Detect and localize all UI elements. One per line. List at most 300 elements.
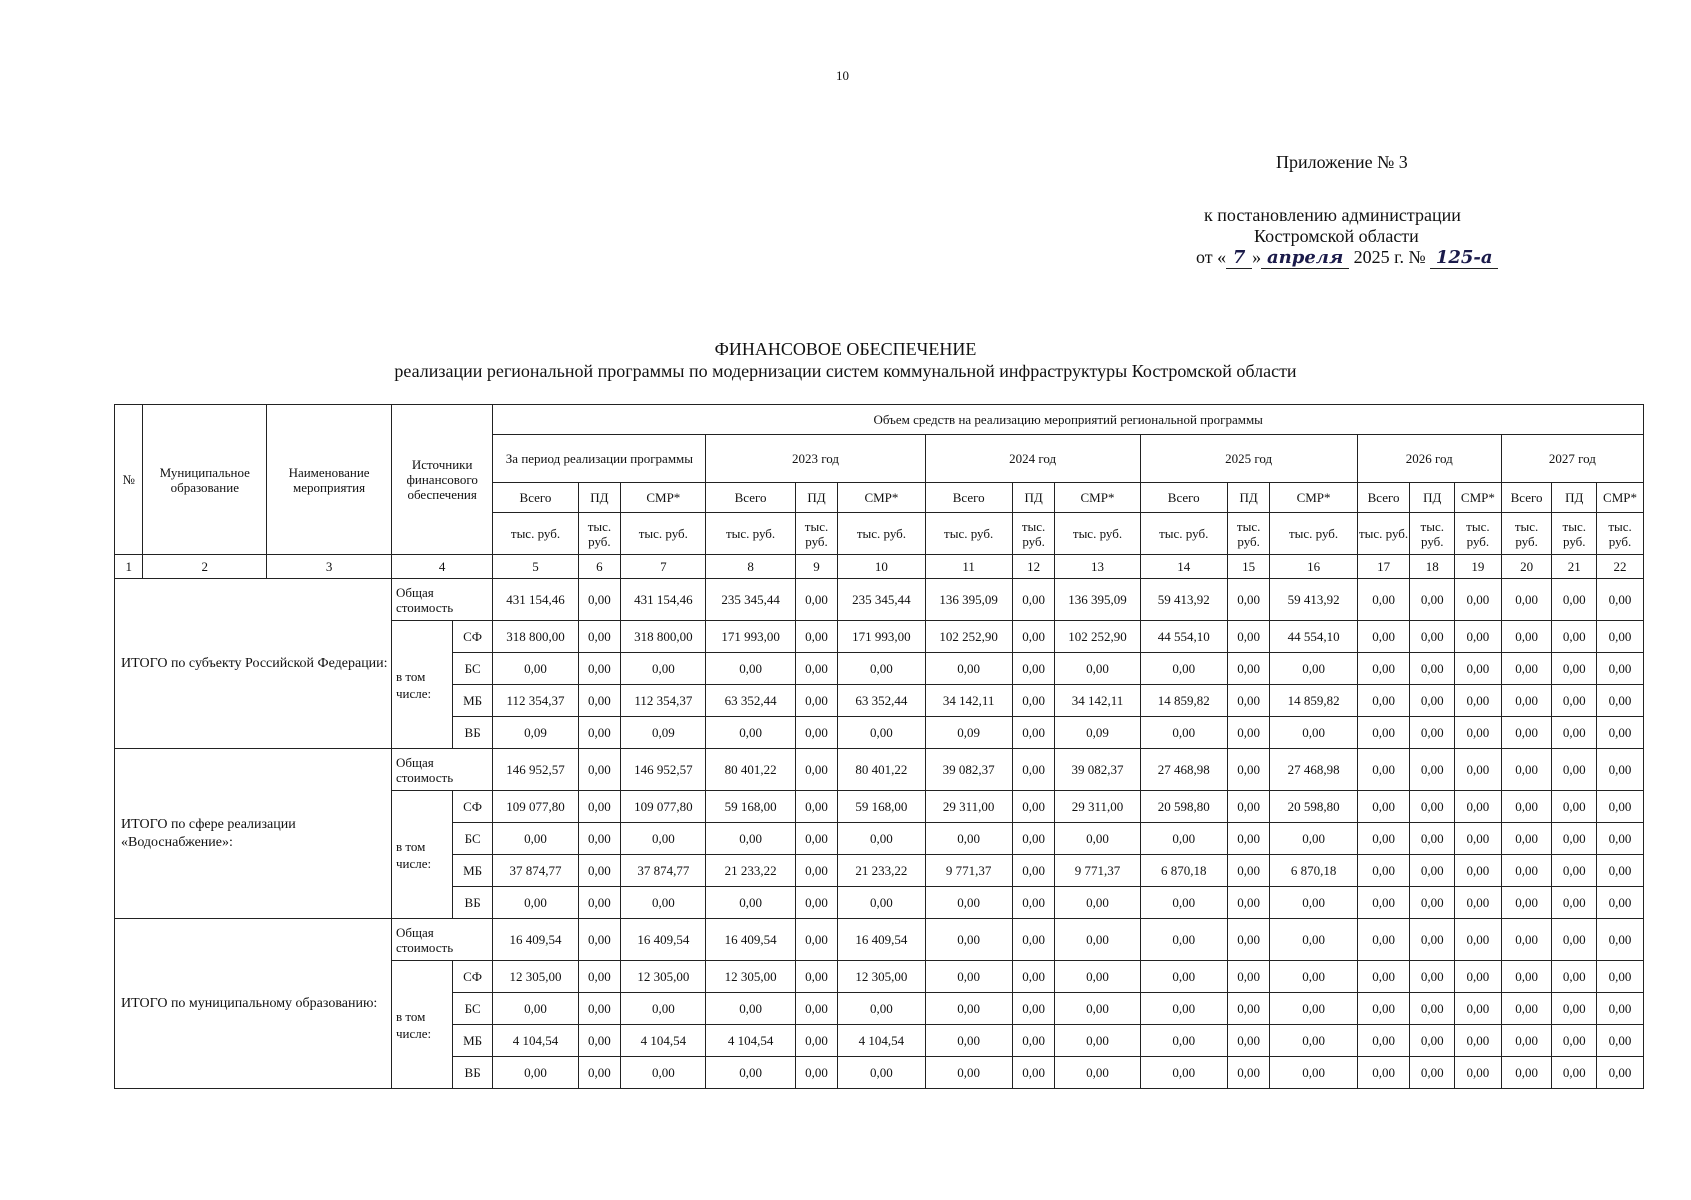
value-cell: 0,00 xyxy=(1357,919,1410,961)
value-cell: 0,00 xyxy=(925,1025,1012,1057)
value-cell: 171 993,00 xyxy=(838,621,925,653)
header-sub: Всего xyxy=(493,483,578,513)
value-cell: 0,00 xyxy=(1597,919,1644,961)
column-number: 10 xyxy=(838,555,925,579)
value-cell: 0,00 xyxy=(1357,621,1410,653)
value-cell: 0,00 xyxy=(1270,1057,1357,1089)
header-sub: ПД xyxy=(795,483,838,513)
value-cell: 0,00 xyxy=(1012,993,1055,1025)
column-number: 7 xyxy=(621,555,706,579)
value-cell: 39 082,37 xyxy=(925,749,1012,791)
value-cell: 0,00 xyxy=(1055,887,1140,919)
value-cell: 0,00 xyxy=(1270,823,1357,855)
decree-month-handwritten: апреля xyxy=(1261,247,1349,269)
including-label: в том числе: xyxy=(391,621,452,749)
column-number: 19 xyxy=(1455,555,1502,579)
value-cell: 20 598,80 xyxy=(1270,791,1357,823)
value-cell: 12 305,00 xyxy=(838,961,925,993)
header-period: 2025 год xyxy=(1140,435,1357,483)
header-sub: СМР* xyxy=(1270,483,1357,513)
value-cell: 0,00 xyxy=(925,1057,1012,1089)
value-cell: 0,00 xyxy=(1455,993,1502,1025)
value-cell: 0,00 xyxy=(1055,653,1140,685)
value-cell: 0,00 xyxy=(795,1025,838,1057)
value-cell: 0,00 xyxy=(1455,823,1502,855)
header-municipality: Муниципальное образование xyxy=(143,405,267,555)
header-volume: Объем средств на реализацию мероприятий региональной программы xyxy=(493,405,1644,435)
value-cell: 0,00 xyxy=(1270,961,1357,993)
value-cell: 0,00 xyxy=(1552,685,1597,717)
value-cell: 0,00 xyxy=(1552,1025,1597,1057)
value-cell: 0,00 xyxy=(1410,653,1455,685)
header-unit: тыс. руб. xyxy=(1012,513,1055,555)
header-unit: тыс. руб. xyxy=(795,513,838,555)
value-cell: 6 870,18 xyxy=(1270,855,1357,887)
value-cell: 34 142,11 xyxy=(925,685,1012,717)
value-cell: 16 409,54 xyxy=(493,919,578,961)
value-cell: 4 104,54 xyxy=(706,1025,795,1057)
header-sub: СМР* xyxy=(1055,483,1140,513)
value-cell: 0,00 xyxy=(1227,685,1270,717)
value-cell: 0,00 xyxy=(925,653,1012,685)
value-cell: 0,00 xyxy=(578,653,621,685)
header-col-numbers xyxy=(115,555,1644,579)
value-cell: 0,00 xyxy=(1270,919,1357,961)
value-cell: 29 311,00 xyxy=(1055,791,1140,823)
value-cell: 0,00 xyxy=(1455,749,1502,791)
value-cell: 0,00 xyxy=(1455,1057,1502,1089)
value-cell: 0,00 xyxy=(795,579,838,621)
value-cell: 0,00 xyxy=(1357,993,1410,1025)
value-cell: 0,00 xyxy=(578,621,621,653)
value-cell: 0,00 xyxy=(493,887,578,919)
column-number: 22 xyxy=(1597,555,1644,579)
value-cell: 0,00 xyxy=(1140,919,1227,961)
value-cell: 0,00 xyxy=(925,887,1012,919)
column-number: 13 xyxy=(1055,555,1140,579)
value-cell: 4 104,54 xyxy=(493,1025,578,1057)
source-code: БС xyxy=(452,993,493,1025)
header-sub: Всего xyxy=(1501,483,1552,513)
value-cell: 0,00 xyxy=(838,717,925,749)
value-cell: 0,00 xyxy=(1410,823,1455,855)
column-number: 4 xyxy=(391,555,492,579)
source-code: МБ xyxy=(452,1025,493,1057)
value-cell: 0,00 xyxy=(1597,887,1644,919)
value-cell: 0,00 xyxy=(1455,685,1502,717)
value-cell: 0,00 xyxy=(1012,855,1055,887)
header-period: За период реализации программы xyxy=(493,435,706,483)
value-cell: 0,00 xyxy=(1410,791,1455,823)
value-cell: 0,00 xyxy=(1501,919,1552,961)
value-cell: 0,00 xyxy=(795,791,838,823)
decree-line-3 xyxy=(1196,247,1498,269)
value-cell: 0,00 xyxy=(1012,1025,1055,1057)
value-cell: 12 305,00 xyxy=(706,961,795,993)
value-cell: 0,00 xyxy=(838,993,925,1025)
value-cell: 0,00 xyxy=(1227,855,1270,887)
value-cell: 0,00 xyxy=(1410,685,1455,717)
value-cell: 431 154,46 xyxy=(493,579,578,621)
value-cell: 0,00 xyxy=(795,887,838,919)
value-cell: 80 401,22 xyxy=(838,749,925,791)
value-cell: 0,00 xyxy=(925,919,1012,961)
value-cell: 0,00 xyxy=(706,887,795,919)
value-cell: 0,09 xyxy=(1055,717,1140,749)
header-sub: ПД xyxy=(1227,483,1270,513)
value-cell: 0,00 xyxy=(795,1057,838,1089)
value-cell: 0,00 xyxy=(1501,749,1552,791)
value-cell: 0,00 xyxy=(1227,653,1270,685)
value-cell: 0,00 xyxy=(795,685,838,717)
column-number: 9 xyxy=(795,555,838,579)
value-cell: 0,00 xyxy=(1227,823,1270,855)
value-cell: 0,00 xyxy=(1597,717,1644,749)
value-cell: 0,00 xyxy=(1410,919,1455,961)
value-cell: 0,00 xyxy=(795,653,838,685)
value-cell: 0,00 xyxy=(1012,791,1055,823)
header-sub: СМР* xyxy=(838,483,925,513)
decree-prefix: от « xyxy=(1196,247,1227,267)
value-cell: 0,00 xyxy=(1357,653,1410,685)
source-code: ВБ xyxy=(452,1057,493,1089)
value-cell: 0,00 xyxy=(1227,749,1270,791)
value-cell: 27 468,98 xyxy=(1270,749,1357,791)
value-cell: 0,00 xyxy=(1055,1025,1140,1057)
value-cell: 0,00 xyxy=(578,961,621,993)
value-cell: 0,00 xyxy=(1552,993,1597,1025)
value-cell: 0,00 xyxy=(1357,961,1410,993)
header-unit: тыс. руб. xyxy=(493,513,578,555)
value-cell: 0,00 xyxy=(1410,855,1455,887)
header-unit: тыс. руб. xyxy=(838,513,925,555)
value-cell: 16 409,54 xyxy=(621,919,706,961)
header-num: № xyxy=(115,405,143,555)
value-cell: 0,00 xyxy=(578,993,621,1025)
value-cell: 59 413,92 xyxy=(1270,579,1357,621)
value-cell: 0,00 xyxy=(1501,579,1552,621)
value-cell: 0,00 xyxy=(795,621,838,653)
value-cell: 80 401,22 xyxy=(706,749,795,791)
value-cell: 0,00 xyxy=(1597,621,1644,653)
value-cell: 0,00 xyxy=(1597,749,1644,791)
value-cell: 0,00 xyxy=(1455,855,1502,887)
source-code: СФ xyxy=(452,621,493,653)
header-unit: тыс. руб. xyxy=(621,513,706,555)
value-cell: 16 409,54 xyxy=(838,919,925,961)
value-cell: 146 952,57 xyxy=(621,749,706,791)
financing-table xyxy=(114,404,1644,1089)
value-cell: 0,00 xyxy=(1012,653,1055,685)
value-cell: 0,00 xyxy=(1597,1025,1644,1057)
value-cell: 0,00 xyxy=(578,823,621,855)
value-cell: 0,00 xyxy=(1227,1057,1270,1089)
value-cell: 0,00 xyxy=(1055,1057,1140,1089)
value-cell: 34 142,11 xyxy=(1055,685,1140,717)
value-cell: 0,00 xyxy=(1501,823,1552,855)
value-cell: 37 874,77 xyxy=(493,855,578,887)
value-cell: 4 104,54 xyxy=(838,1025,925,1057)
value-cell: 0,00 xyxy=(1140,717,1227,749)
value-cell: 0,00 xyxy=(1270,717,1357,749)
value-cell: 0,00 xyxy=(1597,685,1644,717)
header-sub: ПД xyxy=(1552,483,1597,513)
column-number: 8 xyxy=(706,555,795,579)
value-cell: 0,00 xyxy=(1410,621,1455,653)
source-code: СФ xyxy=(452,791,493,823)
value-cell: 0,00 xyxy=(1140,1057,1227,1089)
value-cell: 0,00 xyxy=(795,919,838,961)
value-cell: 0,00 xyxy=(1410,1057,1455,1089)
value-cell: 136 395,09 xyxy=(1055,579,1140,621)
value-cell: 0,00 xyxy=(1410,887,1455,919)
column-number: 2 xyxy=(143,555,267,579)
header-unit: тыс. руб. xyxy=(1357,513,1410,555)
column-number: 12 xyxy=(1012,555,1055,579)
value-cell: 112 354,37 xyxy=(493,685,578,717)
decree-mid: » xyxy=(1252,247,1262,267)
value-cell: 0,00 xyxy=(1140,1025,1227,1057)
source-code: БС xyxy=(452,653,493,685)
value-cell: 0,00 xyxy=(1597,653,1644,685)
value-cell: 109 077,80 xyxy=(493,791,578,823)
value-cell: 171 993,00 xyxy=(706,621,795,653)
including-label: в том числе: xyxy=(391,791,452,919)
header-sub: СМР* xyxy=(1455,483,1502,513)
value-cell: 0,00 xyxy=(1140,993,1227,1025)
value-cell: 0,00 xyxy=(578,791,621,823)
value-cell: 0,00 xyxy=(1227,791,1270,823)
financing-table-wrapper xyxy=(114,404,1644,1089)
header-unit: тыс. руб. xyxy=(1270,513,1357,555)
value-cell: 0,00 xyxy=(1227,887,1270,919)
value-cell: 235 345,44 xyxy=(838,579,925,621)
value-cell: 59 168,00 xyxy=(706,791,795,823)
value-cell: 0,00 xyxy=(1501,887,1552,919)
value-cell: 0,00 xyxy=(1012,621,1055,653)
value-cell: 0,00 xyxy=(838,1057,925,1089)
source-code: ВБ xyxy=(452,887,493,919)
source-code: СФ xyxy=(452,961,493,993)
value-cell: 14 859,82 xyxy=(1140,685,1227,717)
value-cell: 0,00 xyxy=(1410,579,1455,621)
appendix-label: Приложение № 3 xyxy=(1276,152,1408,172)
header-sub: Всего xyxy=(925,483,1012,513)
value-cell: 0,00 xyxy=(1357,685,1410,717)
value-cell: 0,00 xyxy=(1455,791,1502,823)
column-number: 16 xyxy=(1270,555,1357,579)
value-cell: 12 305,00 xyxy=(621,961,706,993)
header-unit: тыс. руб. xyxy=(1501,513,1552,555)
total-cost-label: Общая стоимость xyxy=(391,919,492,961)
value-cell: 0,00 xyxy=(493,993,578,1025)
value-cell: 0,00 xyxy=(1455,961,1502,993)
value-cell: 0,00 xyxy=(1501,961,1552,993)
value-cell: 0,00 xyxy=(1552,855,1597,887)
decree-day-handwritten: 7 xyxy=(1226,247,1252,269)
value-cell: 0,00 xyxy=(1140,961,1227,993)
header-unit: тыс. руб. xyxy=(1410,513,1455,555)
value-cell: 9 771,37 xyxy=(925,855,1012,887)
value-cell: 0,00 xyxy=(1552,919,1597,961)
value-cell: 0,00 xyxy=(795,961,838,993)
value-cell: 0,00 xyxy=(621,1057,706,1089)
value-cell: 4 104,54 xyxy=(621,1025,706,1057)
header-sub: СМР* xyxy=(621,483,706,513)
value-cell: 0,00 xyxy=(1227,579,1270,621)
value-cell: 0,00 xyxy=(493,1057,578,1089)
value-cell: 0,00 xyxy=(1410,749,1455,791)
value-cell: 0,00 xyxy=(1055,993,1140,1025)
value-cell: 37 874,77 xyxy=(621,855,706,887)
header-measure: Наименование мероприятия xyxy=(267,405,392,555)
value-cell: 318 800,00 xyxy=(493,621,578,653)
value-cell: 0,00 xyxy=(621,653,706,685)
value-cell: 20 598,80 xyxy=(1140,791,1227,823)
source-code: МБ xyxy=(452,685,493,717)
value-cell: 0,00 xyxy=(1501,1025,1552,1057)
value-cell: 0,00 xyxy=(706,1057,795,1089)
value-cell: 0,00 xyxy=(1552,579,1597,621)
page-number: 10 xyxy=(836,68,849,83)
value-cell: 0,00 xyxy=(1552,717,1597,749)
header-sub: Всего xyxy=(1357,483,1410,513)
title-line-1: ФИНАНСОВОЕ ОБЕСПЕЧЕНИЕ xyxy=(714,339,977,359)
value-cell: 0,00 xyxy=(1552,749,1597,791)
value-cell: 0,00 xyxy=(1270,993,1357,1025)
source-code: ВБ xyxy=(452,717,493,749)
value-cell: 0,00 xyxy=(1501,621,1552,653)
value-cell: 0,00 xyxy=(1357,749,1410,791)
value-cell: 0,00 xyxy=(578,749,621,791)
value-cell: 0,00 xyxy=(1501,1057,1552,1089)
value-cell: 0,00 xyxy=(1410,1025,1455,1057)
group-total-row xyxy=(115,749,1644,791)
value-cell: 0,00 xyxy=(578,1057,621,1089)
value-cell: 431 154,46 xyxy=(621,579,706,621)
value-cell: 0,00 xyxy=(706,717,795,749)
value-cell: 0,00 xyxy=(1455,1025,1502,1057)
column-number: 6 xyxy=(578,555,621,579)
value-cell: 29 311,00 xyxy=(925,791,1012,823)
value-cell: 0,00 xyxy=(838,653,925,685)
header-sub: ПД xyxy=(1012,483,1055,513)
value-cell: 59 168,00 xyxy=(838,791,925,823)
column-number: 15 xyxy=(1227,555,1270,579)
value-cell: 0,00 xyxy=(1552,887,1597,919)
value-cell: 39 082,37 xyxy=(1055,749,1140,791)
group-label: ИТОГО по муниципальному образованию: xyxy=(115,919,392,1089)
value-cell: 0,00 xyxy=(925,823,1012,855)
column-number: 1 xyxy=(115,555,143,579)
header-row-1 xyxy=(115,405,1644,435)
value-cell: 0,00 xyxy=(1552,791,1597,823)
value-cell: 0,00 xyxy=(1597,579,1644,621)
value-cell: 0,00 xyxy=(795,823,838,855)
value-cell: 0,00 xyxy=(1357,823,1410,855)
value-cell: 0,00 xyxy=(1501,717,1552,749)
value-cell: 0,00 xyxy=(1501,653,1552,685)
value-cell: 0,00 xyxy=(1055,919,1140,961)
value-cell: 0,00 xyxy=(1227,993,1270,1025)
value-cell: 63 352,44 xyxy=(838,685,925,717)
value-cell: 0,00 xyxy=(1552,621,1597,653)
value-cell: 0,00 xyxy=(1012,1057,1055,1089)
value-cell: 0,00 xyxy=(1597,791,1644,823)
value-cell: 0,00 xyxy=(838,887,925,919)
decree-line-2: Костромской области xyxy=(1254,226,1419,246)
header-sub: СМР* xyxy=(1597,483,1644,513)
value-cell: 0,00 xyxy=(621,887,706,919)
header-period: 2023 год xyxy=(706,435,925,483)
value-cell: 6 870,18 xyxy=(1140,855,1227,887)
value-cell: 0,00 xyxy=(1357,579,1410,621)
header-unit: тыс. руб. xyxy=(1552,513,1597,555)
value-cell: 44 554,10 xyxy=(1140,621,1227,653)
column-number: 17 xyxy=(1357,555,1410,579)
decree-year: 2025 г. № xyxy=(1353,247,1426,267)
value-cell: 0,00 xyxy=(1012,579,1055,621)
value-cell: 14 859,82 xyxy=(1270,685,1357,717)
value-cell: 0,00 xyxy=(1455,579,1502,621)
value-cell: 0,00 xyxy=(1140,823,1227,855)
value-cell: 0,00 xyxy=(1410,717,1455,749)
group-total-row xyxy=(115,919,1644,961)
group-total-row xyxy=(115,579,1644,621)
header-period: 2027 год xyxy=(1501,435,1643,483)
value-cell: 0,00 xyxy=(1357,1057,1410,1089)
value-cell: 0,09 xyxy=(493,717,578,749)
value-cell: 0,00 xyxy=(1597,1057,1644,1089)
value-cell: 0,00 xyxy=(1270,1025,1357,1057)
value-cell: 0,00 xyxy=(1501,791,1552,823)
value-cell: 0,00 xyxy=(925,993,1012,1025)
value-cell: 0,00 xyxy=(493,653,578,685)
value-cell: 0,00 xyxy=(1357,855,1410,887)
value-cell: 27 468,98 xyxy=(1140,749,1227,791)
value-cell: 0,00 xyxy=(795,717,838,749)
value-cell: 0,09 xyxy=(925,717,1012,749)
value-cell: 0,00 xyxy=(1455,717,1502,749)
value-cell: 12 305,00 xyxy=(493,961,578,993)
value-cell: 44 554,10 xyxy=(1270,621,1357,653)
header-sub: ПД xyxy=(1410,483,1455,513)
value-cell: 0,00 xyxy=(1552,823,1597,855)
value-cell: 9 771,37 xyxy=(1055,855,1140,887)
value-cell: 0,00 xyxy=(1055,961,1140,993)
column-number: 18 xyxy=(1410,555,1455,579)
column-number: 20 xyxy=(1501,555,1552,579)
column-number: 14 xyxy=(1140,555,1227,579)
header-period: 2026 год xyxy=(1357,435,1501,483)
value-cell: 16 409,54 xyxy=(706,919,795,961)
header-unit: тыс. руб. xyxy=(1227,513,1270,555)
group-label: ИТОГО по сфере реализации «Водоснабжение»: xyxy=(115,749,392,919)
value-cell: 0,00 xyxy=(1012,887,1055,919)
value-cell: 235 345,44 xyxy=(706,579,795,621)
value-cell: 0,00 xyxy=(1012,749,1055,791)
value-cell: 0,00 xyxy=(578,685,621,717)
value-cell: 0,00 xyxy=(621,993,706,1025)
value-cell: 0,00 xyxy=(795,993,838,1025)
value-cell: 0,00 xyxy=(1552,961,1597,993)
value-cell: 59 413,92 xyxy=(1140,579,1227,621)
value-cell: 0,00 xyxy=(1357,887,1410,919)
header-unit: тыс. руб. xyxy=(1055,513,1140,555)
value-cell: 0,09 xyxy=(621,717,706,749)
total-cost-label: Общая стоимость xyxy=(391,749,492,791)
header-unit: тыс. руб. xyxy=(1597,513,1644,555)
